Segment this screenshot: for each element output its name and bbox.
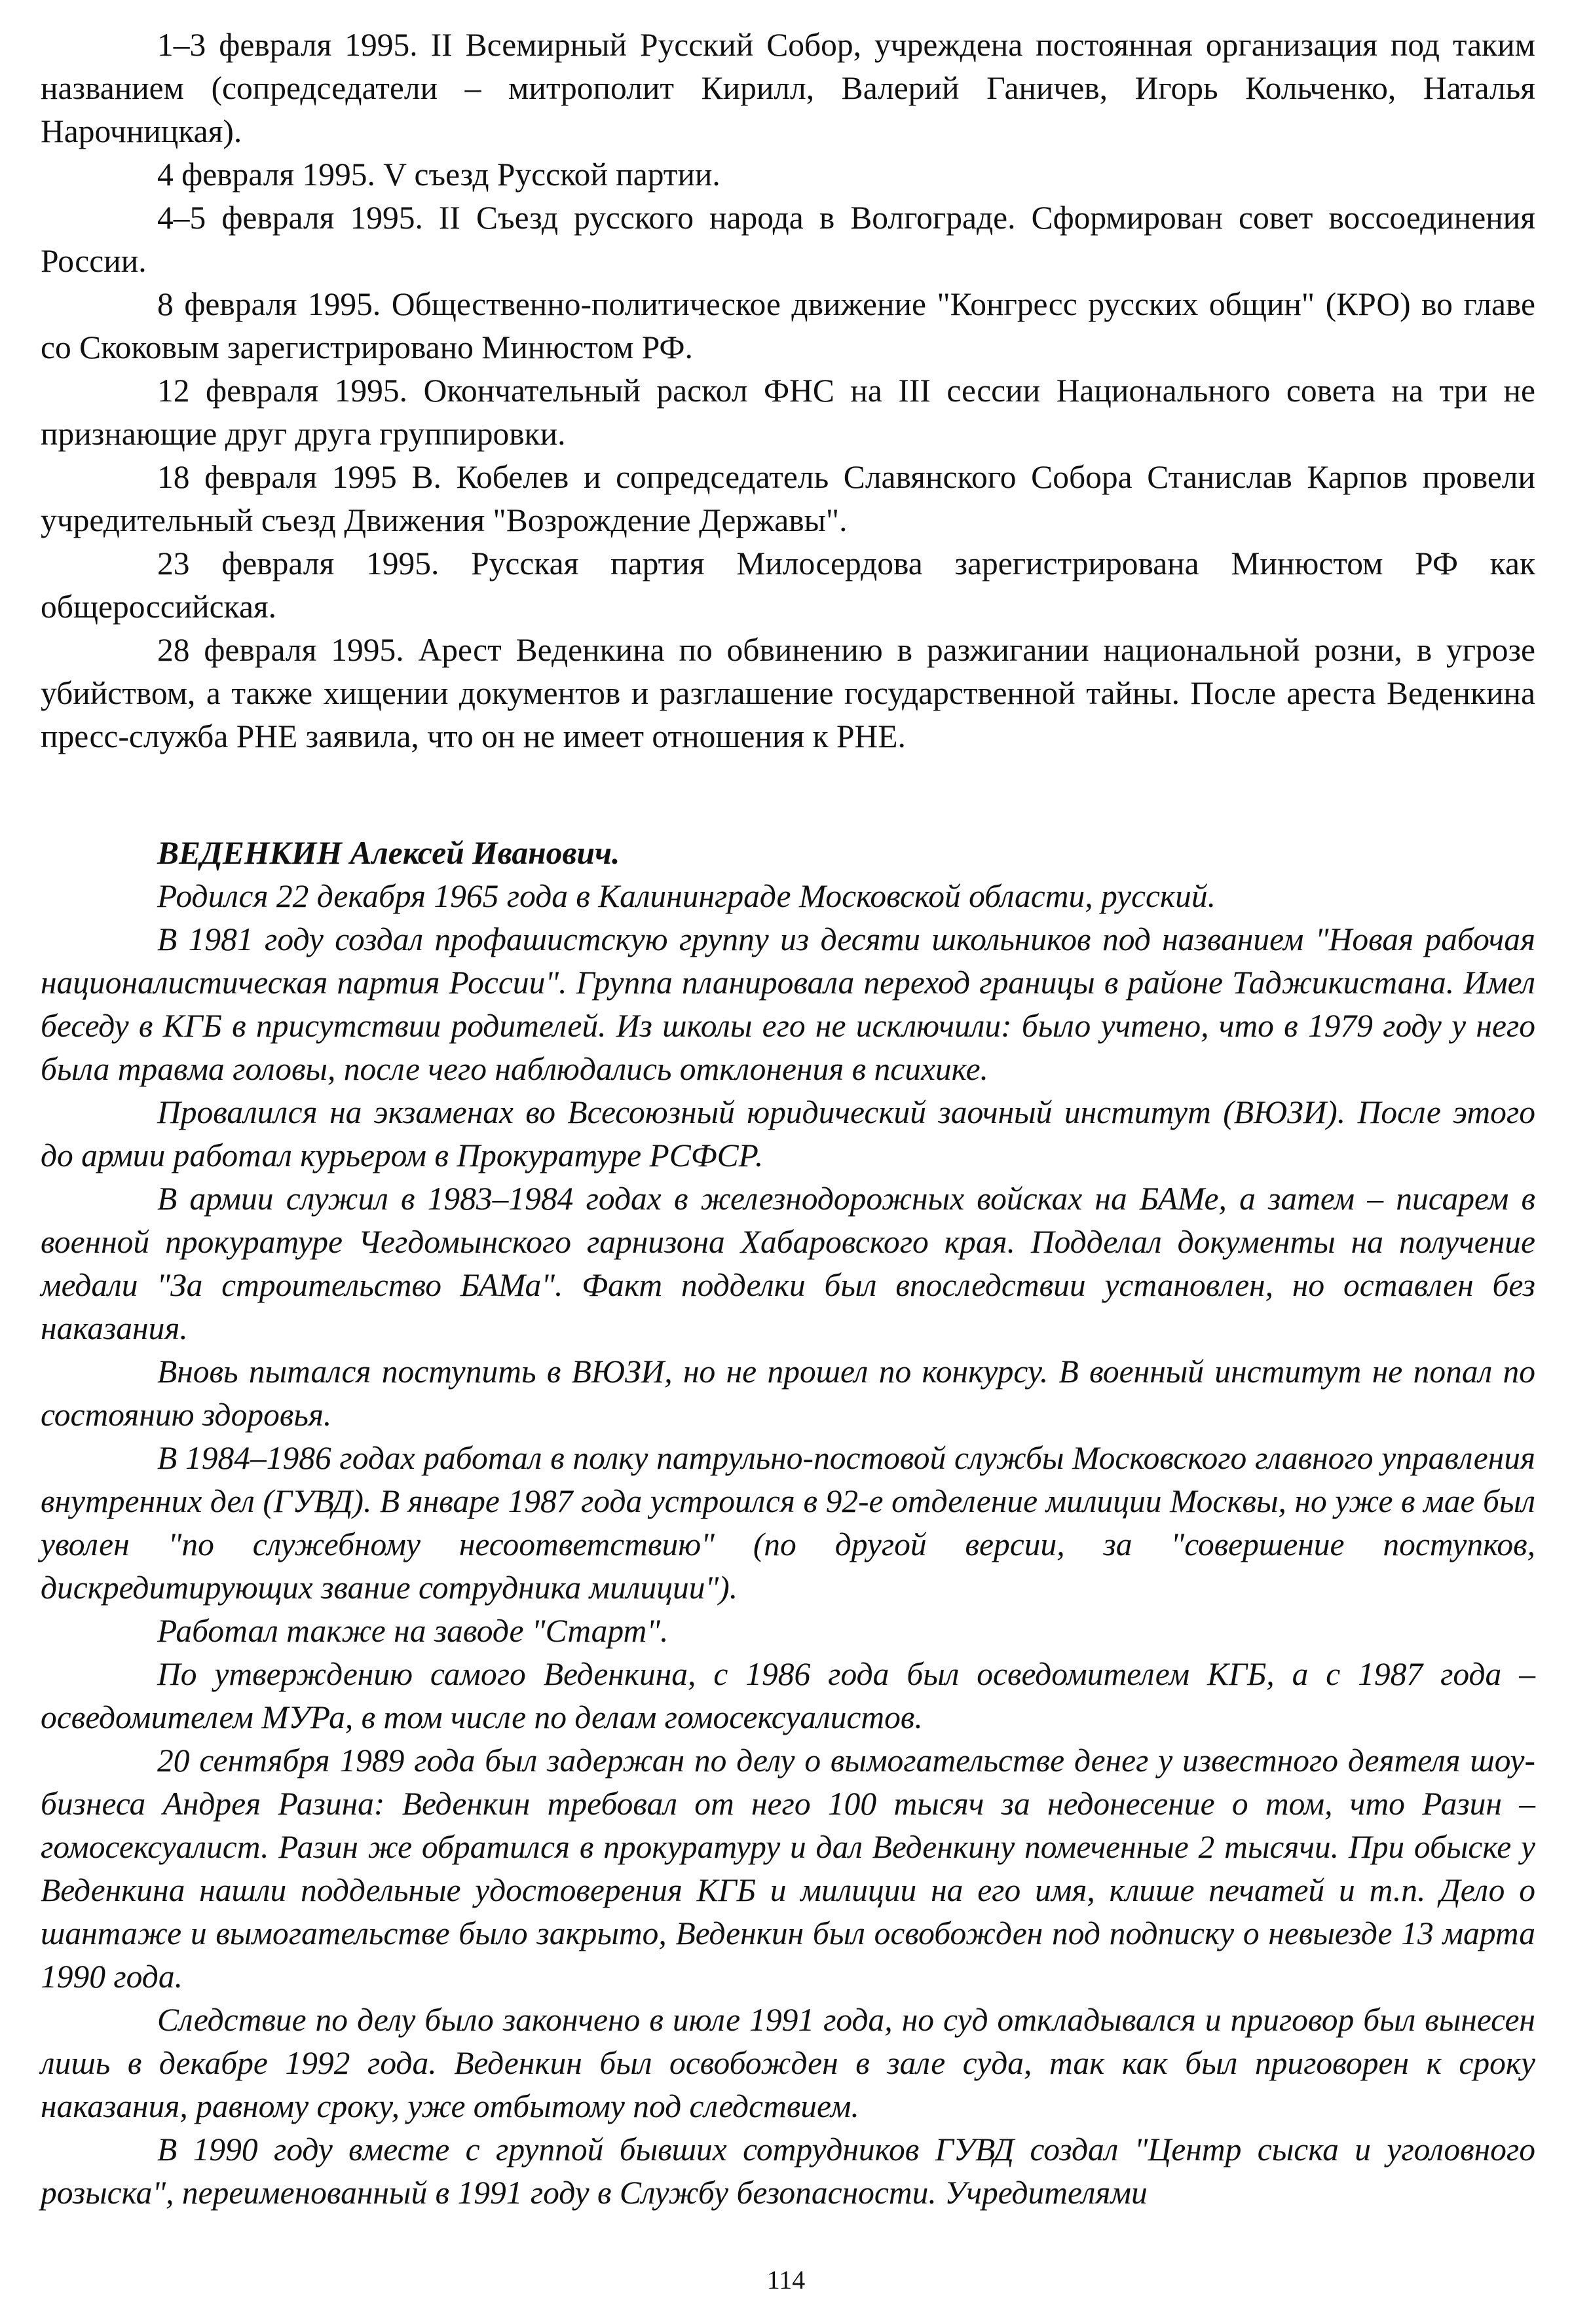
page-number: 114 [766,2265,806,2295]
biography-paragraph: 20 сентября 1989 года был задержан по делу о вымогательстве денег у известного деятеля шоу-бизнеса Андрея Разина: Веденкин требовал от него 100 тысяч за недонесение о том, что Разин – гомосексуалист. Разин же обратился в прокуратуру и дал Веденкину помеченные 2 тысячи. При обыске у Веденкина нашли поддельные удостоверения КГБ и милиции на его имя, клише печатей и т.п. Дело о шантаже и вымогательстве было закрыто, Веденкин был освобожден под подписку о невыезде 13 марта 1990 года. [41,1743,1535,1995]
biography-paragraph: По утверждению самого Веденкина, с 1986 года был осведомителем КГБ, а с 1987 года – осведомителем МУРа, в том числе по делам гомосексуалистов. [41,1656,1535,1735]
biography-paragraph: Родился 22 декабря 1965 года в Калининграде Московской области, русский. [157,878,1216,914]
chronology-section [41,24,1535,758]
biography-paragraph: Работал также на заводе "Старт". [157,1613,669,1649]
biography-section [41,832,1535,2215]
biography-heading: ВЕДЕНКИН Алексей Иванович. [157,835,620,871]
biography-paragraph: Следствие по делу было закончено в июле 1991 года, но суд откладывался и приговор был вынесен лишь в декабре 1992 года. Веденкин был освобожден в зале суда, так как был приговорен к сроку наказания, равному сроку, уже отбытому под следствием. [41,2002,1535,2124]
chronology-entry: 4–5 февраля 1995. II Съезд русского народа в Волгограде. Сформирован совет воссоединения России. [41,200,1535,279]
biography-paragraph: В 1981 году создал профашистскую группу из десяти школьников под названием "Новая рабочая националистическая партия России". Группа планировала переход границы в районе Таджикистана. Имел беседу в КГБ в присутствии родителей. Из школы его не исключили: было учтено, что в 1979 году у него была травма головы, после чего наблюдались отклонения в психике. [41,921,1535,1087]
chronology-entry: 12 февраля 1995. Окончательный раскол ФНС на III сессии Национального совета на три не признающие друг друга группировки. [41,373,1535,452]
chronology-entry: 18 февраля 1995 В. Кобелев и сопредседатель Славянского Собора Станислав Карпов провели учредительный съезд Движения "Возрождение Державы". [41,459,1535,538]
chronology-entry: 4 февраля 1995. V съезд Русской партии. [157,157,720,193]
biography-paragraph: Провалился на экзаменах во Всесоюзный юридический заочный институт (ВЮЗИ). После этого до армии работал курьером в Прокуратуре РСФСР. [41,1094,1535,1173]
biography-paragraph: В армии служил в 1983–1984 годах в железнодорожных войсках на БАМе, а затем – писарем в военной прокуратуре Чегдомынского гарнизона Хабаровского края. Подделал документы на получение медали "За строительство БАМа". Факт подделки был впоследствии установлен, но оставлен без наказания. [41,1181,1535,1346]
biography-paragraph: В 1984–1986 годах работал в полку патрульно-постовой службы Московского главного управления внутренних дел (ГУВД). В январе 1987 года устроился в 92-е отделение милиции Москвы, но уже в мае был уволен "по служебному несоответствию" (по другой версии, за "совершение поступков, дискредитирующих звание сотрудника милиции"). [41,1440,1535,1606]
document-page [41,24,1535,2215]
chronology-entry: 23 февраля 1995. Русская партия Милосердова зарегистрирована Минюстом РФ как общероссийская. [41,545,1535,625]
biography-paragraph: В 1990 году вместе с группой бывших сотрудников ГУВД создал "Центр сыска и уголовного розыска", переименованный в 1991 году в Службу безопасности. Учредителями [41,2131,1535,2211]
biography-paragraph: Вновь пытался поступить в ВЮЗИ, но не прошел по конкурсу. В военный институт не попал по состоянию здоровья. [41,1354,1535,1433]
chronology-entry: 1–3 февраля 1995. II Всемирный Русский Собор, учреждена постоянная организация под таким названием (сопредседатели – митрополит Кирилл, Валерий Ганичев, Игорь Кольченко, Наталья Нарочницкая). [41,27,1535,149]
chronology-entry: 28 февраля 1995. Арест Веденкина по обвинению в разжигании национальной розни, в угрозе убийством, а также хищении документов и разглашение государственной тайны. После ареста Веденкина пресс-служба РНЕ заявила, что он не имеет отношения к РНЕ. [41,632,1535,754]
chronology-entry: 8 февраля 1995. Общественно-политическое движение "Конгресс русских общин" (КРО) во главе со Скоковым зарегистрировано Минюстом РФ. [41,286,1535,365]
